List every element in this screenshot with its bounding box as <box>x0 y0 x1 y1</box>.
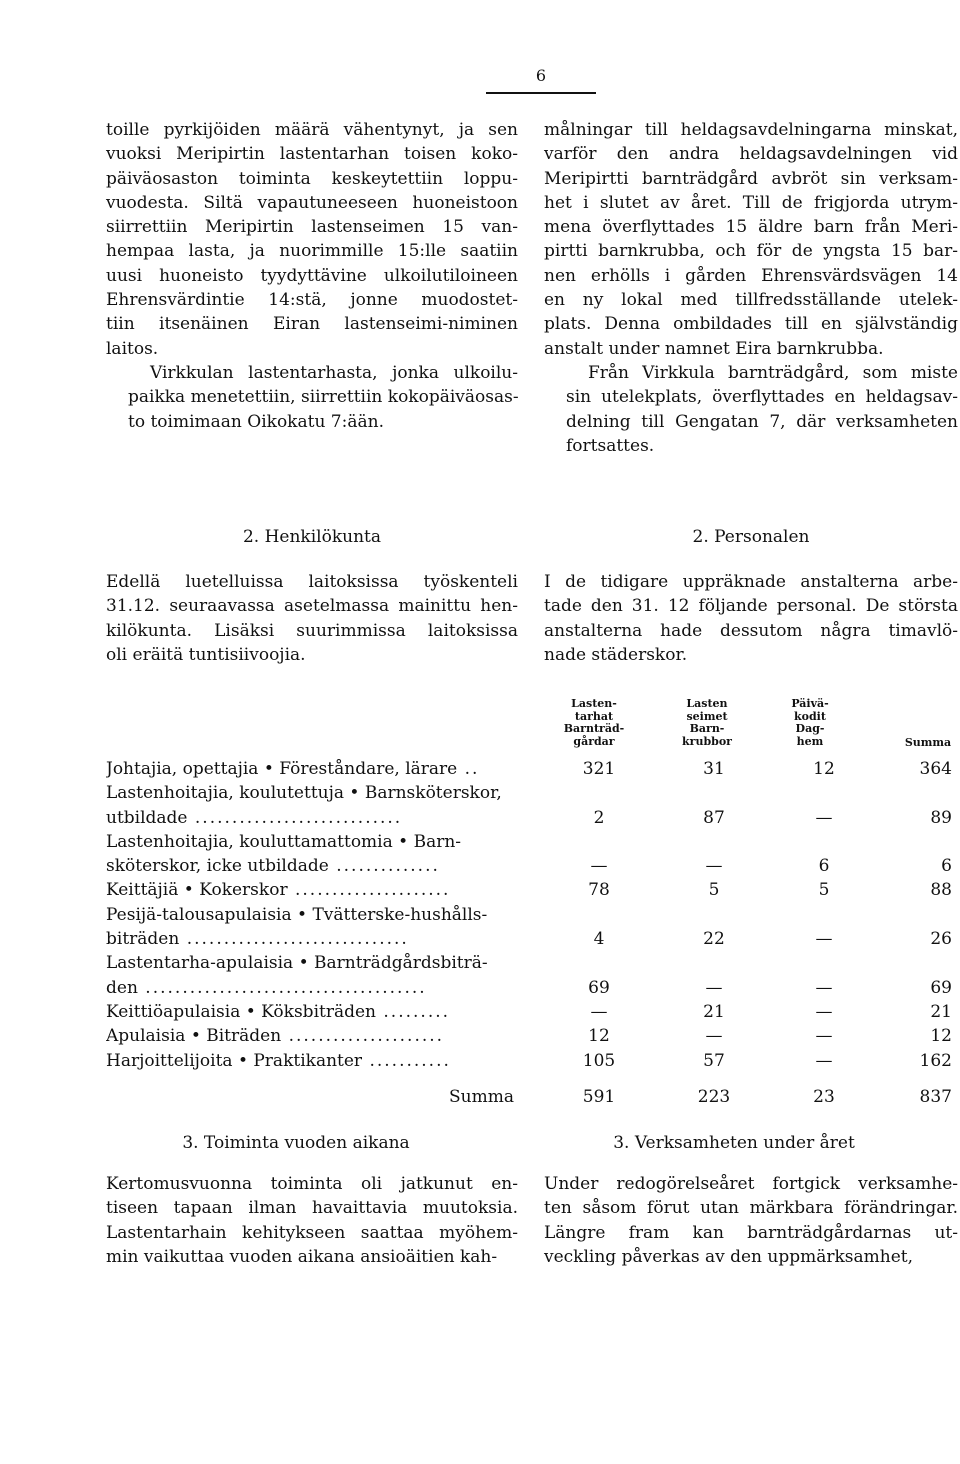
cell-value: 69 <box>930 977 952 998</box>
column-header-line: Lasten <box>686 697 728 710</box>
row-label-text: Lastenhoitajia, koulutettuja • Barnsköterskor, <box>106 783 502 804</box>
cell-value: 162 <box>919 1050 952 1071</box>
cell-value: 21 <box>703 1001 725 1022</box>
text-line: målningar till heldagsavdelningarna minskat, <box>544 120 958 140</box>
leader-dots: .. <box>457 759 480 779</box>
column-header-line: Lasten- <box>571 697 617 710</box>
table-row <box>106 781 946 805</box>
cell-value: 26 <box>930 929 952 950</box>
leader-dots: .............................. <box>179 929 409 950</box>
text-line: to toimimaan Oikokatu 7:ään. <box>128 411 384 432</box>
text-line: paikka menetettiin, siirrettiin kokopäiväosas- <box>128 387 519 408</box>
row-label <box>106 1024 514 1048</box>
cell-value: — <box>815 1001 833 1022</box>
personnel-swedish-column <box>544 570 958 667</box>
row-label-text: biträden <box>106 929 180 950</box>
leader-dots: ...................................... <box>137 977 427 998</box>
cell-value: 5 <box>708 880 720 901</box>
cell-value: 223 <box>697 1086 731 1107</box>
page-number: 6 <box>535 66 547 85</box>
leader-dots: .............. <box>328 856 440 877</box>
staff-table <box>106 757 952 1109</box>
row-label <box>106 830 514 854</box>
cell-value: 591 <box>582 1086 616 1107</box>
table-row <box>106 1000 952 1024</box>
row-label <box>106 1049 514 1073</box>
cell-value: 5 <box>818 880 830 901</box>
text-line: tiseen tapaan ilman havaittavia muutoksia. <box>106 1198 518 1219</box>
activity-swedish-column <box>544 1172 958 1269</box>
row-label-text: Keittiöapulaisia • Köksbiträden <box>106 1001 376 1022</box>
column-header <box>554 698 634 748</box>
column-header <box>780 698 840 748</box>
column-header-line: kodit <box>794 709 826 723</box>
row-label <box>106 927 514 951</box>
text-line: I de tidigare uppräknade anstalterna arbe- <box>544 572 958 592</box>
text-line: fortsattes. <box>566 435 655 456</box>
cell-value: 321 <box>582 759 616 779</box>
text-line: Från Virkkula barnträdgård, som miste <box>588 362 958 383</box>
row-label-text: sköterskor, icke utbildade <box>106 856 329 877</box>
cell-value: 78 <box>588 880 610 901</box>
cell-value: 57 <box>703 1050 725 1071</box>
text-line: en ny lokal med tillfredsställande utelek- <box>544 290 958 311</box>
cell-value: 364 <box>919 759 952 779</box>
leader-dots: ............................ <box>187 807 403 828</box>
column-header-line: hem <box>796 734 824 748</box>
table-row <box>106 878 952 902</box>
paragraph <box>106 361 518 434</box>
row-label-text: den <box>106 977 138 998</box>
column-header-line: Päivä- <box>791 697 829 710</box>
activity-heading-fi: 3. Toiminta vuoden aikana <box>182 1133 410 1153</box>
cell-value: 87 <box>703 807 725 828</box>
text-line: Meripirtti barnträdgård avbröt sin verksam- <box>544 168 958 189</box>
column-header-line: tarhat <box>574 709 614 723</box>
column-header-line: seimet <box>686 709 728 723</box>
row-label <box>106 806 514 830</box>
text-line: 31.12. seuraavassa asetelmassa mainittu hen- <box>106 596 518 617</box>
cell-value: 22 <box>703 929 725 950</box>
column-header-line: Dag- <box>795 722 825 735</box>
row-label <box>106 757 514 781</box>
paragraph <box>106 570 518 667</box>
row-label <box>106 878 514 902</box>
paragraph <box>106 1172 518 1269</box>
text-line: Edellä luetelluissa laitoksissa työskenteli <box>106 572 518 592</box>
text-line: mena överflyttades 15 äldre barn från Meri- <box>544 217 958 238</box>
text-line: Längre fram kan barnträdgårdarnas ut- <box>544 1222 958 1243</box>
column-header-line: Summa <box>904 736 952 749</box>
column-header-line: Barnträd- <box>563 722 625 735</box>
text-line: kilökunta. Lisäksi suurimmissa laitoksissa <box>106 620 518 641</box>
text-line: tade den 31. 12 följande personal. De största <box>544 596 958 617</box>
personnel-heading-fi: 2. Henkilökunta <box>242 527 382 547</box>
cell-value: 21 <box>930 1001 952 1022</box>
intro-finnish-column <box>106 118 518 434</box>
text-line: päiväosaston toiminta keskeytettiin loppu- <box>106 168 518 189</box>
text-line: nade städerskor. <box>544 644 688 665</box>
cell-value: 23 <box>813 1086 835 1107</box>
cell-value: 12 <box>813 759 835 779</box>
row-label-text: Summa <box>449 1086 514 1107</box>
table-row <box>106 927 952 951</box>
cell-value: 4 <box>593 929 605 950</box>
cell-value: — <box>815 1050 833 1071</box>
text-line: Virkkulan lastentarhasta, jonka ulkoilu- <box>150 362 518 383</box>
cell-value: — <box>815 1026 833 1047</box>
leader-dots: ..................... <box>281 1026 445 1047</box>
row-label-text: Johtajia, opettajia • Föreståndare, lärare <box>106 759 458 779</box>
row-label-text: Lastentarha-apulaisia • Barnträdgårdsbiträ- <box>106 953 488 974</box>
text-line: Under redogörelseåret fortgick verksamhe- <box>544 1174 958 1194</box>
row-label <box>106 1000 514 1024</box>
cell-value: 89 <box>930 807 952 828</box>
table-row <box>106 1024 952 1048</box>
table-row <box>106 1049 952 1073</box>
cell-value: 12 <box>930 1026 952 1047</box>
column-header-line: gårdar <box>573 734 615 748</box>
cell-value: 31 <box>703 759 725 779</box>
personnel-finnish-column <box>106 570 518 667</box>
intro-swedish-column <box>544 118 958 458</box>
paragraph <box>106 118 518 361</box>
text-line: sin utelekplats, överflyttades en heldagsav- <box>566 387 958 408</box>
text-line: anstalt under namnet Eira barnkrubba. <box>544 338 884 359</box>
total-row <box>106 1085 952 1109</box>
table-row <box>106 757 952 781</box>
text-line: oli eräitä tuntisiivoojia. <box>106 644 306 665</box>
row-label-text: Pesijä-talousapulaisia • Tvätterske-hushålls- <box>106 904 488 925</box>
row-label <box>106 781 514 805</box>
text-line: min vaikuttaa vuoden aikana ansioäitien kah- <box>106 1246 498 1267</box>
cell-value: — <box>590 856 608 877</box>
text-line: tiin itsenäinen Eiran lastenseimi-niminen <box>106 314 518 335</box>
text-line: Ehrensvärdintie 14:stä, jonne muodostet- <box>106 290 518 311</box>
cell-value: — <box>815 977 833 998</box>
paragraph <box>544 570 958 667</box>
text-line: anstalterna hade dessutom några timavlö- <box>544 620 958 641</box>
row-label-text: Keittäjiä • Kokerskor <box>106 880 288 901</box>
table-row <box>106 830 946 854</box>
cell-value: — <box>590 1001 608 1022</box>
cell-value: — <box>815 929 833 950</box>
activity-heading-sv: 3. Verksamheten under året <box>613 1133 855 1153</box>
row-label <box>106 854 514 878</box>
row-label <box>106 976 514 1000</box>
cell-value: 105 <box>582 1050 616 1071</box>
personnel-heading-sv: 2. Personalen <box>692 527 810 547</box>
leader-dots: ........... <box>362 1050 451 1071</box>
text-line: siirrettiin Meripirtin lastenseimen 15 van- <box>106 217 518 238</box>
text-line: nen erhölls i gården Ehrensvärdsvägen 14 <box>544 265 958 286</box>
text-line: Lastentarhain kehitykseen saattaa myöhem- <box>106 1222 518 1243</box>
cell-value: 2 <box>593 807 605 828</box>
row-label-text: Harjoittelijoita • Praktikanter <box>106 1050 363 1071</box>
row-label <box>106 1085 514 1109</box>
cell-value: — <box>705 856 723 877</box>
text-line: laitos. <box>106 338 159 359</box>
cell-value: 12 <box>588 1026 610 1047</box>
cell-value: — <box>705 1026 723 1047</box>
text-line: toille pyrkijöiden määrä vähentynyt, ja sen <box>106 120 518 140</box>
cell-value: — <box>815 807 833 828</box>
paragraph <box>544 1172 958 1269</box>
row-label-text: utbildade <box>106 807 188 828</box>
text-line: vuoksi Meripirtin lastentarhan toisen koko- <box>106 144 518 165</box>
column-header-line: Barn- <box>689 722 725 735</box>
cell-value: 69 <box>588 977 610 998</box>
text-line: delning till Gengatan 7, där verksamheten <box>566 411 958 432</box>
row-label-text: Apulaisia • Biträden <box>106 1026 282 1047</box>
column-header <box>667 698 747 748</box>
row-label <box>106 951 514 975</box>
text-line: Kertomusvuonna toiminta oli jatkunut en- <box>106 1174 518 1194</box>
cell-value: 88 <box>930 880 952 901</box>
table-row <box>106 806 952 830</box>
text-line: ten såsom förut utan märkbara förändringar. <box>544 1198 958 1219</box>
text-line: pirtti barnkrubba, och för de yngsta 15 bar- <box>544 241 958 262</box>
leader-dots: ..................... <box>287 880 451 901</box>
cell-value: — <box>705 977 723 998</box>
column-header <box>898 737 958 750</box>
table-row <box>106 854 952 878</box>
paragraph <box>544 118 958 361</box>
cell-value: 6 <box>941 856 952 877</box>
paragraph <box>544 361 958 458</box>
row-label <box>106 903 514 927</box>
text-line: varför den andra heldagsavdelningen vid <box>544 144 958 165</box>
row-label-text: Lastenhoitajia, kouluttamattomia • Barn- <box>106 831 462 852</box>
table-row <box>106 903 946 927</box>
table-row <box>106 951 946 975</box>
activity-finnish-column <box>106 1172 518 1269</box>
text-line: het i slutet av året. Till de frigjorda utrym- <box>544 192 958 213</box>
page-number-rule <box>486 92 596 94</box>
text-line: hempaa lasta, ja nuorimmille 15:lle saatiin <box>106 241 518 262</box>
cell-value: 837 <box>919 1086 952 1107</box>
text-line: plats. Denna ombildades till en självständig <box>544 314 958 335</box>
table-row <box>106 976 952 1000</box>
cell-value: 6 <box>818 856 830 877</box>
text-line: uusi huoneisto tyydyttävine ulkoilutiloineen <box>106 265 518 286</box>
text-line: vuodesta. Siltä vapautuneeseen huoneistoon <box>106 192 518 213</box>
column-header-line: krubbor <box>682 734 732 748</box>
text-line: veckling påverkas av den uppmärksamhet, <box>544 1246 914 1267</box>
leader-dots: ......... <box>376 1001 451 1022</box>
